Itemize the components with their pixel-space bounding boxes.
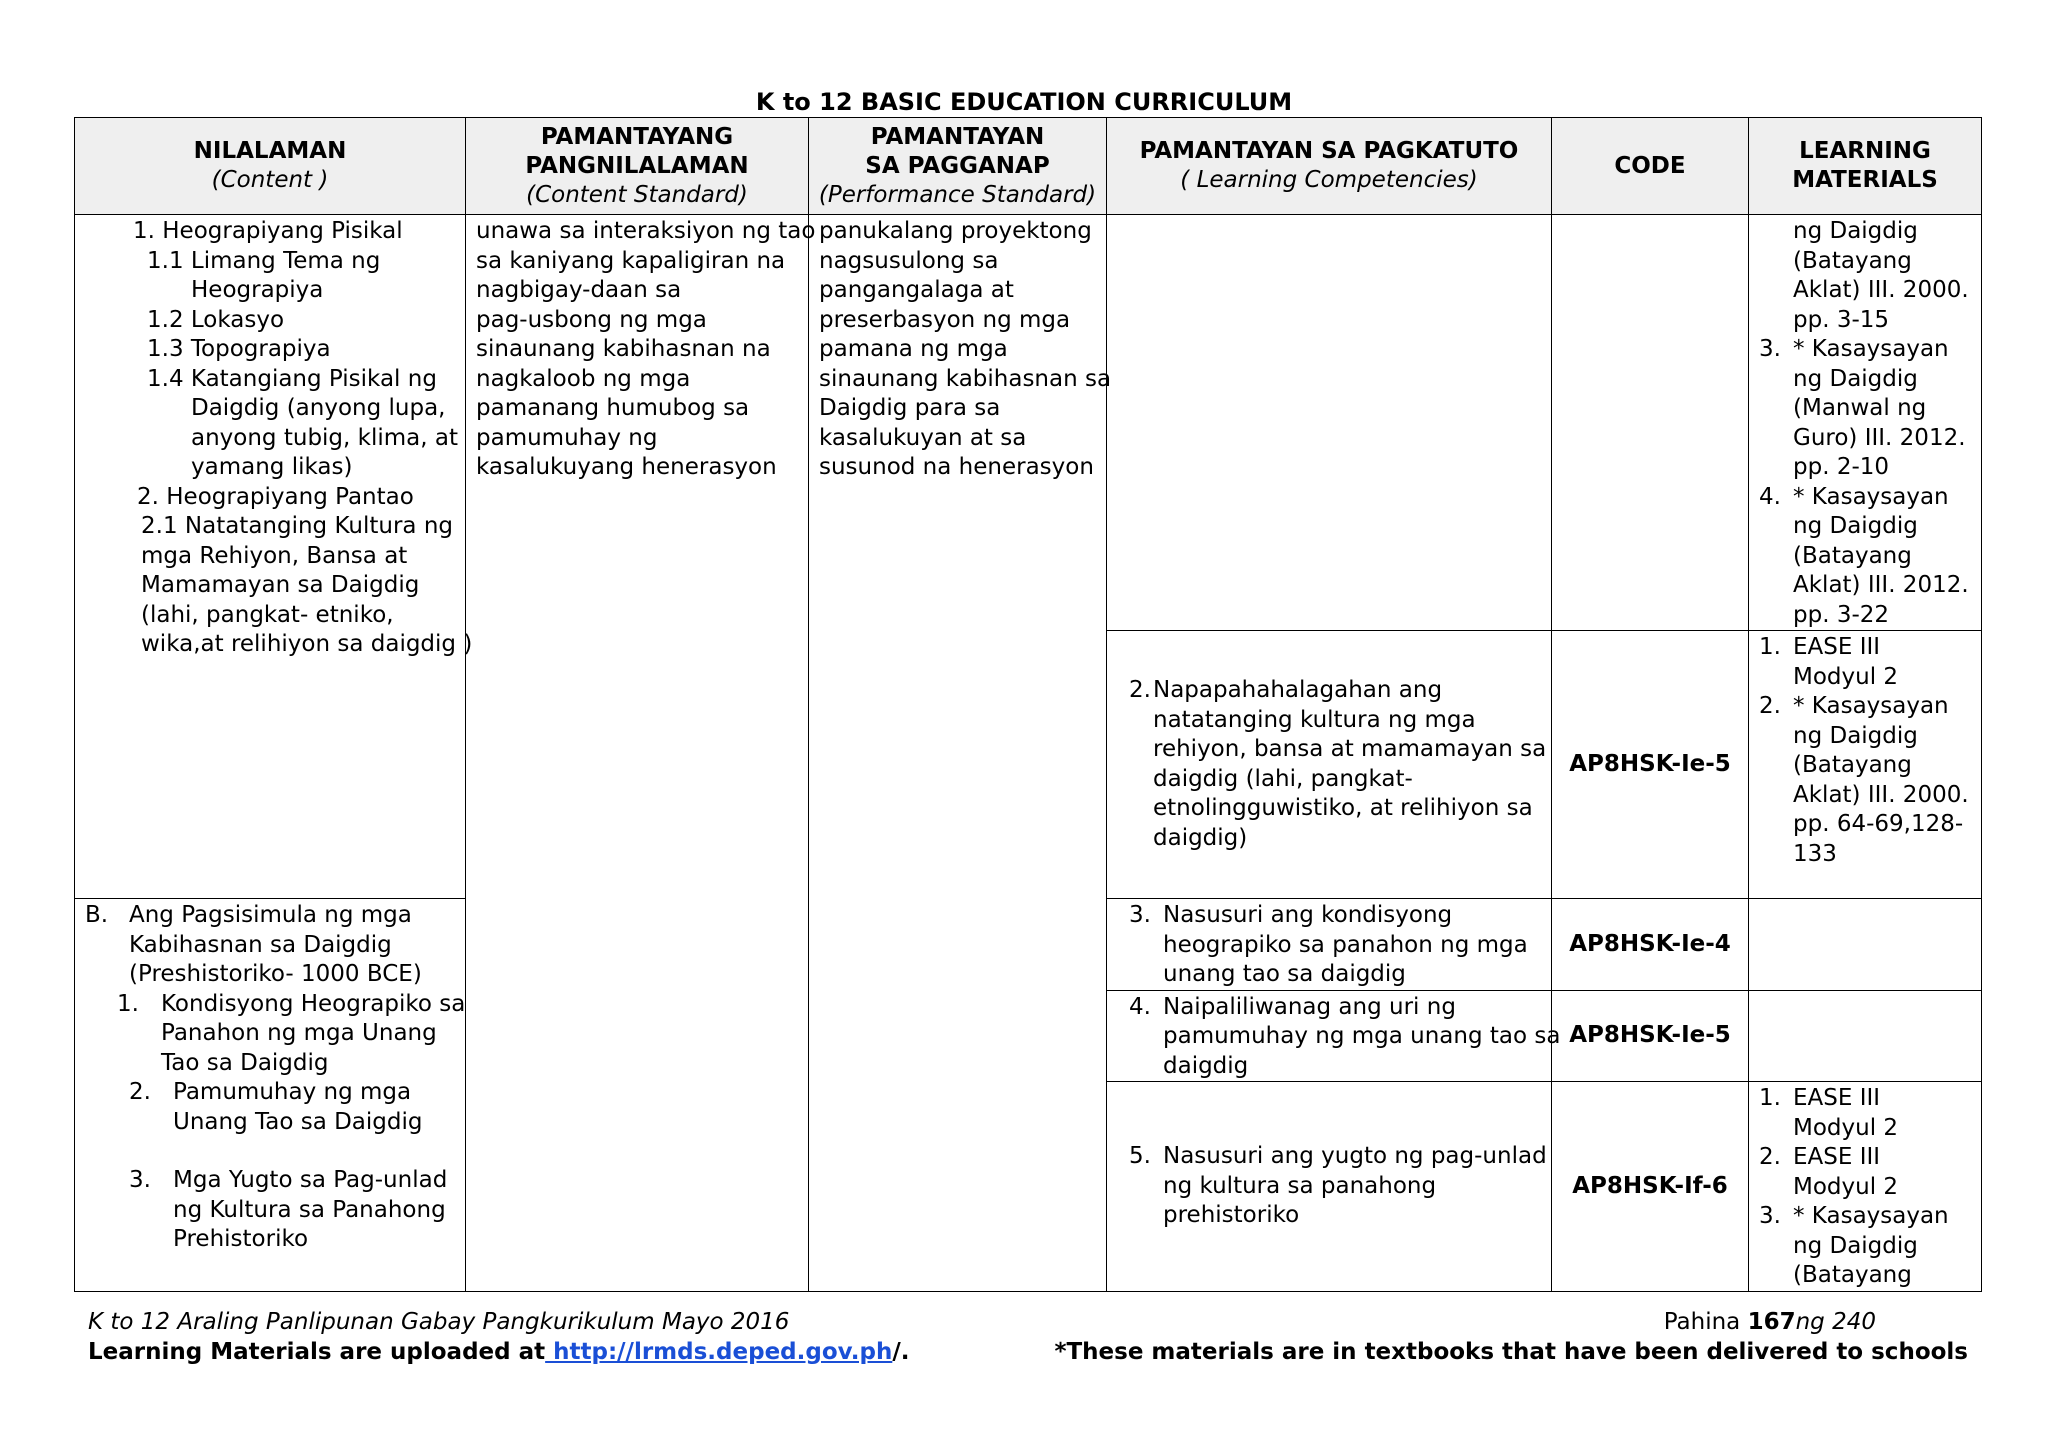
list-item: [1129, 676, 1547, 853]
list-item: anyong tubig, klima, at: [191, 424, 458, 451]
text-line: ng kultura sa panahong: [1163, 1172, 1437, 1199]
item-number: 3.: [129, 1167, 151, 1193]
item-text: [1163, 1142, 1547, 1231]
competency-cell-5: [1107, 1082, 1552, 1292]
learning-materials-cell-4: [1749, 990, 1982, 1082]
learning-materials-list-1: [1759, 215, 1971, 630]
header-performance-standard-line2: SA PAGGANAP: [865, 152, 1050, 179]
text-line: pp. 3-15: [1793, 306, 1890, 333]
page-prefix: Pahina: [1663, 1309, 1748, 1335]
learning-materials-list-2: [1759, 631, 1971, 869]
text-line: daigdig: [1163, 1052, 1249, 1079]
item-number: [1759, 217, 1793, 335]
list-item: [85, 1166, 455, 1255]
header-nilalaman-sub: (Content ): [211, 167, 329, 193]
text-line: (Batayang: [1793, 542, 1912, 569]
header-learning-competencies-sub: ( Learning Competencies): [1180, 167, 1478, 193]
item-number: 3.: [1129, 902, 1151, 928]
text-line: unawa sa interaksiyon ng tao: [476, 218, 816, 244]
text-line: pangangalaga at: [819, 277, 1014, 303]
text-line: pamumuhay ng: [476, 424, 658, 451]
list-item: 1. Heograpiyang Pisikal: [133, 218, 403, 244]
item-text: [1163, 993, 1560, 1082]
footer-uploaded: [88, 1337, 909, 1367]
competency-cell-3: [1107, 899, 1552, 991]
list-item: Heograpiya: [191, 277, 324, 303]
text-line: sa kaniyang kapaligiran na: [476, 247, 786, 274]
text-line: unang tao sa daigdig: [1163, 961, 1406, 987]
item-number: 1.: [1759, 634, 1781, 660]
code-cell-4: AP8HSK-Ie-5: [1552, 990, 1749, 1082]
text-line: etnolingguwistiko, at relihiyon sa: [1153, 795, 1533, 821]
list-item: 1.2 Lokasyo: [147, 306, 285, 333]
content-a-list: [85, 215, 473, 660]
text-line: Nasusuri ang kondisyong: [1163, 902, 1453, 928]
header-performance-standard: [809, 118, 1107, 215]
content-cell-a: [75, 215, 473, 899]
header-performance-standard-sub: (Performance Standard): [818, 181, 1097, 208]
text-line: (Manwal ng: [1793, 395, 1927, 421]
item-number: 2.: [1759, 1144, 1781, 1170]
performance-standard-text: [819, 215, 1112, 483]
header-performance-standard-line1: PAMANTAYAN: [870, 123, 1045, 150]
list-item: [1129, 993, 1561, 1082]
text-line: preserbasyon ng mga: [819, 306, 1071, 333]
list-item: [1759, 335, 1971, 483]
competency-list-4: [1117, 991, 1561, 1082]
text-line: Aklat) III. 2000.: [1793, 277, 1969, 303]
performance-standard-cell: [809, 215, 1112, 1292]
list-item: [1759, 692, 1971, 869]
list-item: [85, 1078, 455, 1137]
item-number: 4.: [1129, 993, 1151, 1020]
text-line: ng Daigdig: [1793, 513, 1918, 539]
list-item: [1759, 1202, 1971, 1291]
header-learning-materials: [1749, 118, 1982, 215]
header-learning-competencies: [1107, 118, 1552, 215]
header-row: [75, 118, 1982, 215]
item-number: 1.: [1759, 1085, 1781, 1111]
item-text: [173, 1078, 423, 1137]
list-item: 2. Heograpiyang Pantao: [137, 483, 414, 510]
text-line: (Batayang: [1793, 752, 1912, 778]
footer-right: [1054, 1307, 1968, 1367]
learning-materials-list-5: [1759, 1082, 1971, 1291]
item-text: [1793, 217, 1969, 335]
item-number: 3.: [1759, 336, 1781, 362]
content-b-letter: B.: [85, 902, 109, 928]
text-line: ng Daigdig: [1793, 1232, 1918, 1259]
text-line: Aklat) III. 2012.: [1793, 572, 1969, 598]
page-title: K to 12 BASIC EDUCATION CURRICULUM: [755, 88, 1293, 116]
header-code: CODE: [1552, 118, 1749, 215]
text-line: Tao sa Daigdig: [161, 1049, 329, 1076]
text-line: heograpiko sa panahon ng mga: [1163, 931, 1528, 958]
item-text: [1793, 1143, 1898, 1202]
text-line: Guro) III. 2012.: [1793, 424, 1966, 451]
text-line: sinaunang kabihasnan sa: [819, 365, 1112, 392]
list-item: 2.1 Natatanging Kultura ng: [141, 513, 454, 539]
content-standard-text: [476, 215, 816, 483]
list-item: Mamamayan sa Daigdig: [141, 572, 420, 598]
list-item: [1129, 1142, 1547, 1231]
text-line: sinaunang kabihasnan na: [476, 336, 771, 362]
text-line: nagkaloob ng mga: [476, 365, 691, 392]
list-item: [85, 990, 466, 1079]
header-learning-materials-line1: LEARNING: [1799, 138, 1931, 164]
text-line: EASE III: [1793, 1144, 1881, 1170]
text-line: Kondisyong Heograpiko sa: [161, 990, 466, 1017]
text-line: * Kasaysayan: [1793, 1203, 1949, 1229]
list-item: (lahi, pangkat- etniko,: [141, 601, 394, 628]
learning-materials-cell-5: [1749, 1082, 1982, 1292]
item-text: [1793, 692, 1969, 869]
text-line: pp. 3-22: [1793, 601, 1890, 628]
text-line: ng Daigdig: [1793, 218, 1918, 244]
header-content-standard-line1: PAMANTAYANG: [540, 123, 734, 150]
footer-note: *These materials are in textbooks that have been delivered to schools: [1054, 1339, 1968, 1365]
code-cell-3: AP8HSK-Ie-4: [1552, 899, 1749, 991]
item-text: [1793, 1084, 1898, 1143]
text-line: rehiyon, bansa at mamamayan sa: [1153, 736, 1547, 762]
footer-guide: K to 12 Araling Panlipunan Gabay Pangkurikulum Mayo 2016: [88, 1309, 790, 1335]
text-line: nagsusulong sa: [819, 247, 999, 274]
text-line: pamumuhay ng mga unang tao sa: [1163, 1023, 1561, 1049]
item-text: [173, 1166, 447, 1255]
list-item: [1759, 1084, 1971, 1143]
text-line: Ang Pagsisimula ng mga: [129, 902, 412, 928]
footer-uploaded-prefix: Learning Materials are uploaded at: [88, 1339, 546, 1365]
list-item: wika,at relihiyon sa daigdig ): [141, 631, 473, 657]
competency-list-3: [1117, 899, 1541, 990]
item-number: 2.: [129, 1079, 151, 1105]
footer-uploaded-suffix: /.: [892, 1339, 910, 1365]
text-line: pamana ng mga: [819, 336, 1008, 362]
text-line: Pamumuhay ng mga: [173, 1079, 412, 1105]
text-line: prehistoriko: [1163, 1202, 1300, 1228]
item-number: 4.: [1759, 483, 1781, 510]
text-line: Unang Tao sa Daigdig: [173, 1108, 423, 1135]
list-item: [1759, 217, 1971, 335]
header-content-standard-line2: PANGNILALAMAN: [525, 152, 749, 179]
item-number: 2.: [1759, 693, 1781, 719]
text-line: pamanang humubog sa: [476, 395, 750, 421]
text-line: Mga Yugto sa Pag-unlad: [173, 1167, 448, 1193]
text-line: Panahon ng mga Unang: [161, 1020, 437, 1046]
text-line: * Kasaysayan: [1793, 336, 1949, 362]
item-text: [1153, 676, 1546, 853]
code-cell-5: AP8HSK-If-6: [1552, 1082, 1749, 1292]
learning-materials-cell-1: [1749, 215, 1982, 631]
header-nilalaman: [75, 118, 466, 215]
item-text: [1793, 335, 1966, 483]
header-learning-competencies-label: PAMANTAYAN SA PAGKATUTO: [1139, 138, 1519, 164]
text-line: pp. 64-69,128-: [1793, 811, 1964, 837]
footer-left: [88, 1307, 909, 1367]
text-line: Nasusuri ang yugto ng pag-unlad: [1163, 1143, 1547, 1169]
list-item: [1759, 1143, 1971, 1202]
table-row: [75, 215, 1982, 631]
text-line: ng Kultura sa Panahong: [173, 1196, 446, 1223]
text-line: (Batayang: [1793, 247, 1912, 274]
text-line: Modyul 2: [1793, 1114, 1899, 1141]
code-cell-empty: [1552, 215, 1749, 631]
competency-cell-empty: [1107, 215, 1552, 631]
text-line: Modyul 2: [1793, 1173, 1899, 1200]
text-line: natatanging kultura ng mga: [1153, 706, 1476, 733]
text-line: nagbigay-daan sa: [476, 277, 682, 303]
text-line: EASE III: [1793, 1085, 1881, 1111]
list-item: 1.4 Katangiang Pisikal ng: [147, 365, 437, 392]
text-line: Modyul 2: [1793, 663, 1899, 690]
page-total: ng 240: [1795, 1309, 1876, 1335]
header-nilalaman-label: NILALAMAN: [193, 138, 347, 164]
lrmds-link[interactable]: http://lrmds.deped.gov.ph: [545, 1339, 893, 1365]
item-number: 3.: [1759, 1203, 1781, 1229]
item-text: [161, 990, 465, 1079]
page-current: 167: [1747, 1309, 1796, 1335]
text-line: (Batayang: [1793, 1262, 1912, 1288]
competency-cell-4: [1107, 990, 1561, 1082]
item-number: 1.: [117, 990, 139, 1017]
list-item: mga Rehiyon, Bansa at: [141, 542, 408, 569]
text-line: kasalukuyang henerasyon: [476, 454, 777, 480]
competency-list-2: [1117, 676, 1547, 853]
header-content-standard-sub: (Content Standard): [526, 181, 748, 208]
header-learning-materials-line2: MATERIALS: [1792, 167, 1938, 193]
learning-materials-cell-3: [1749, 899, 1982, 991]
text-line: EASE III: [1793, 634, 1881, 660]
text-line: Naipaliliwanag ang uri ng: [1163, 993, 1456, 1020]
list-item: 1.3 Topograpiya: [147, 336, 331, 362]
text-line: panukalang proyektong: [819, 218, 1092, 244]
text-line: Aklat) III. 2000.: [1793, 781, 1969, 808]
text-line: Kabihasnan sa Daigdig: [129, 931, 392, 958]
text-line: Daigdig para sa: [819, 395, 1001, 421]
text-line: ng Daigdig: [1793, 722, 1918, 749]
text-line: kasalukuyan at sa: [819, 424, 1027, 451]
content-cell-b: [75, 899, 466, 1292]
text-line: 133: [1793, 840, 1837, 867]
learning-materials-cell-2: [1749, 631, 1982, 899]
text-line: Napapahahalagahan ang: [1153, 677, 1443, 703]
text-line: * Kasaysayan: [1793, 483, 1949, 510]
text-line: susunod na henerasyon: [819, 454, 1094, 480]
text-line: ng Daigdig: [1793, 365, 1918, 392]
code-cell-2: AP8HSK-Ie-5: [1552, 631, 1749, 899]
content-b-title: [129, 901, 422, 990]
item-text: [1793, 1202, 1949, 1291]
text-line: * Kasaysayan: [1793, 693, 1949, 719]
text-line: pp. 2-10: [1793, 454, 1890, 480]
text-line: Prehistoriko: [173, 1226, 309, 1252]
list-item: yamang likas): [191, 454, 353, 480]
list-item: [1129, 901, 1541, 990]
list-item: 1.1 Limang Tema ng: [147, 247, 381, 274]
item-text: [1793, 633, 1898, 692]
item-text: [1793, 483, 1969, 631]
header-content-standard: [466, 118, 809, 215]
list-item: Daigdig (anyong lupa,: [191, 395, 446, 421]
page-number: [1054, 1307, 1876, 1337]
item-text: [1163, 901, 1528, 990]
item-number: 2.: [1129, 677, 1151, 703]
text-line: daigdig): [1153, 824, 1248, 851]
text-line: pag-usbong ng mga: [476, 306, 707, 333]
content-standard-cell: [466, 215, 816, 1292]
content-b-heading: [85, 899, 455, 990]
list-item: [1759, 483, 1971, 631]
item-number: 5.: [1129, 1143, 1151, 1169]
competency-cell-2: [1107, 631, 1552, 899]
list-item: [1759, 633, 1971, 692]
text-line: daigdig (lahi, pangkat-: [1153, 765, 1413, 792]
text-line: (Preshistoriko- 1000 BCE): [129, 961, 422, 987]
competency-list-5: [1117, 1142, 1547, 1231]
curriculum-table: [74, 117, 1982, 1292]
